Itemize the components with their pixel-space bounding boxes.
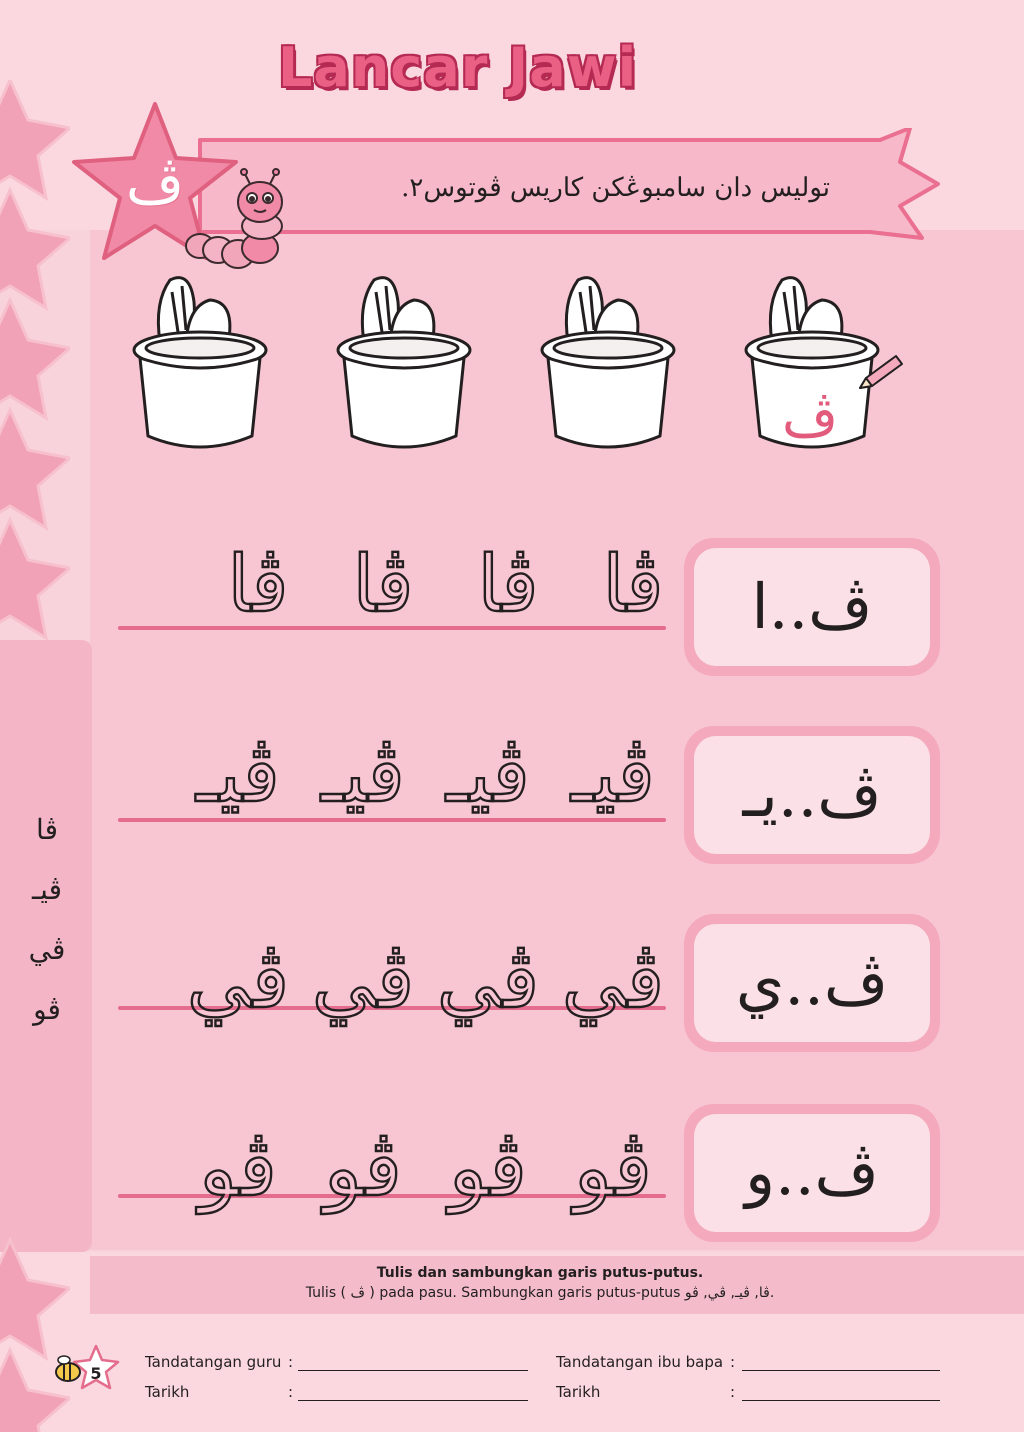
example-text: ڤ..ا <box>751 570 873 643</box>
trace-glyph[interactable]: ڤو <box>574 1124 652 1214</box>
parent-date-field[interactable] <box>742 1400 940 1401</box>
side-syllable-list <box>22 800 72 1040</box>
date-label: Tarikh <box>556 1383 601 1401</box>
flower-pot <box>538 272 678 452</box>
side-syllable: ڤا <box>36 813 58 846</box>
side-syllable: ڤي <box>28 933 66 966</box>
colon: : <box>730 1383 736 1401</box>
pencil-icon <box>852 352 904 392</box>
example-box-2 <box>684 726 940 864</box>
teacher-signature-field[interactable] <box>298 1370 528 1371</box>
teacher-date-field[interactable] <box>298 1400 528 1401</box>
trace-glyph[interactable]: ڤو <box>449 1124 527 1214</box>
colon: : <box>288 1383 294 1401</box>
example-box-1 <box>684 538 940 676</box>
colon: : <box>730 1353 736 1371</box>
trace-glyph[interactable]: ڤا <box>477 540 539 630</box>
decorative-stars-border <box>0 80 70 1432</box>
example-text: ڤ..ي <box>735 946 889 1019</box>
trace-glyph[interactable]: ڤيـ <box>571 730 655 820</box>
pot-letter: ڤ <box>782 386 838 449</box>
trace-row-1 <box>118 530 666 640</box>
trace-glyph[interactable]: ڤو <box>199 1124 277 1214</box>
trace-glyph[interactable]: ڤا <box>602 540 664 630</box>
example-text: ڤ..و <box>745 1136 879 1209</box>
page-number: 5 <box>90 1364 102 1383</box>
side-syllable: ڤيـ <box>31 873 63 906</box>
trace-glyph[interactable]: ڤي <box>311 936 415 1026</box>
flower-pot <box>334 272 474 452</box>
caterpillar-mascot <box>180 168 300 276</box>
badge-letter: ڤ <box>125 152 185 217</box>
flower-pot <box>130 272 270 452</box>
side-syllable: ڤو <box>33 993 61 1026</box>
parent-signature-field[interactable] <box>742 1370 940 1371</box>
trace-glyph[interactable]: ڤي <box>186 936 290 1026</box>
date-label: Tarikh <box>145 1383 190 1401</box>
trace-glyph[interactable]: ڤا <box>352 540 414 630</box>
trace-row-2 <box>118 720 666 830</box>
trace-row-4 <box>118 1110 666 1220</box>
trace-glyph[interactable]: ڤيـ <box>446 730 530 820</box>
trace-glyph[interactable]: ڤي <box>561 936 665 1026</box>
trace-glyph[interactable]: ڤيـ <box>321 730 405 820</box>
banner-instruction-text: توليس دان سامبوڠكن كاريس ڤوتوس٢. <box>401 173 830 203</box>
instruction-detail: Tulis ( ڤ ) pada pasu. Sambungkan garis putus-putus ڤا, ڤيـ, ڤي, ڤو. <box>305 1285 775 1301</box>
trace-glyph[interactable]: ڤيـ <box>196 730 280 820</box>
example-box-3 <box>684 914 940 1052</box>
trace-glyph[interactable]: ڤي <box>436 936 540 1026</box>
teacher-sign-label: Tandatangan guru <box>145 1353 282 1371</box>
example-box-4 <box>684 1104 940 1242</box>
colon: : <box>288 1353 294 1371</box>
parent-sign-label: Tandatangan ibu bapa <box>556 1353 724 1371</box>
page-title: Lancar Jawi <box>278 36 638 99</box>
trace-row-3 <box>118 920 666 1030</box>
trace-glyph[interactable]: ڤو <box>324 1124 402 1214</box>
example-text: ڤ..يـ <box>742 758 882 831</box>
instruction-heading: Tulis dan sambungkan garis putus-putus. <box>376 1265 704 1281</box>
trace-glyph[interactable]: ڤا <box>227 540 289 630</box>
